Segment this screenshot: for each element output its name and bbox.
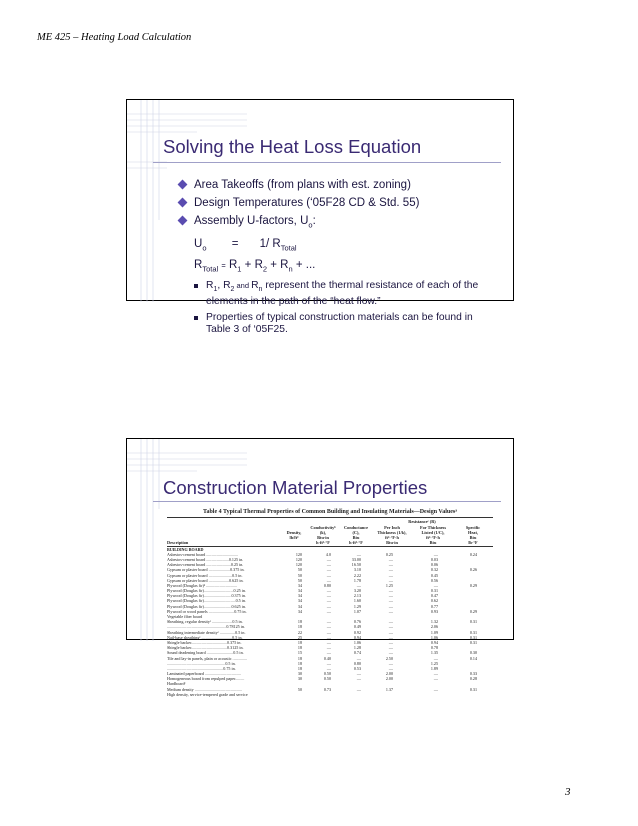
table-cell: 0.53: [353, 665, 361, 671]
table-cell: —: [388, 593, 393, 599]
table-cell: 18: [297, 639, 302, 645]
table-cell: Gypsum or plaster board .......................0.5 in.: [167, 572, 243, 578]
table-cell: 0.31: [469, 639, 477, 645]
table-cell: Plywood (Douglas fir).............................0.25 in.: [167, 588, 246, 594]
table-cell: 120: [295, 556, 302, 562]
table-cell: —: [326, 639, 331, 645]
col-description: Description: [167, 539, 189, 545]
formula-u-factor: $U_o = 1/$ $R_{Total}$: [194, 238, 297, 253]
table-cell: 1.06: [353, 639, 361, 645]
table-cell: 0.49: [353, 624, 361, 630]
table-cell: 1.06: [430, 634, 438, 640]
table-cell: 0.76: [353, 619, 361, 625]
table-cell: 0.73: [323, 686, 331, 692]
table-cell: 1.25: [430, 660, 438, 666]
table-cell: 120: [295, 551, 302, 557]
diamond-bullet-icon: [178, 198, 188, 208]
table-cell: Plywood or wood panels .........................0.75 in.: [167, 608, 247, 614]
slide-heat-loss-equation: [126, 99, 514, 336]
sub-bullet-text: Properties of typical construction materials can be found in Table 3 of ‘05F25.: [206, 311, 473, 336]
bullet-text: Design Temperatures (‘05F28 CD & Std. 55): [194, 197, 420, 209]
table-cell: 0.14: [469, 655, 477, 661]
table-cell: —: [326, 572, 331, 578]
table-cell: 1.78: [353, 577, 361, 583]
table-cell: —: [326, 608, 331, 614]
table-cell: 0.77: [430, 603, 438, 609]
table-cell: 2.22: [353, 572, 361, 578]
table-cell: —: [356, 676, 361, 682]
table-cell: 0.47: [430, 593, 438, 599]
col-conductivity: Conductivityᵇ (k), Btu·in h·ft²·°F: [310, 524, 336, 545]
table-cell: —: [388, 598, 393, 604]
table-cell: 0.94: [353, 634, 361, 640]
diamond-bullet-icon: [178, 180, 188, 190]
table-cell: 0.31: [430, 588, 438, 594]
table-cell: 1.07: [353, 608, 361, 614]
slide-construction-material-properties: [126, 438, 514, 697]
sub-bullet-text: $R_1$, $R_2$ and $R_n$ represent the thermal resistance of each of the elements in the path of the “heat flow.”: [206, 279, 479, 308]
table-cell: 22: [297, 629, 302, 635]
sub-bullet-item: [194, 312, 497, 337]
table-cell: 34: [297, 603, 302, 609]
table-cell: 34: [297, 593, 302, 599]
table-cell: —: [433, 551, 438, 557]
table-cell: —: [388, 624, 393, 630]
table-cell: Asbestos-cement board ......................0.125 in.: [167, 556, 244, 562]
title-underline: [153, 162, 501, 163]
table-cell: —: [433, 671, 438, 677]
resistance-group-header: Resistanceᶜ (R): [408, 518, 436, 524]
bullet-text: Area Takeoffs (from plans with est. zoning): [194, 179, 411, 191]
table-cell: 2.06: [430, 624, 438, 630]
table-cell: 0.26: [469, 567, 477, 573]
table-cell: 0.28: [469, 676, 477, 682]
col-for-thickness: For Thickness Listed (1/C), ft²·°F·h Btu: [420, 524, 446, 545]
table-cell: —: [388, 639, 393, 645]
table-cell: 18: [297, 660, 302, 666]
sub-bullet-item: [194, 280, 497, 309]
table-cell: 3.20: [353, 588, 361, 594]
table-cell: 1.09: [430, 629, 438, 635]
table-cell: 0.31: [469, 686, 477, 692]
table-cell: 0.29: [469, 608, 477, 614]
table-cell: 0.80: [353, 660, 361, 666]
table-cell: 0.56: [430, 577, 438, 583]
page-number: 3: [565, 786, 571, 798]
table-cell: 2.00: [385, 676, 393, 682]
table-cell: 50: [297, 567, 302, 573]
table-cell: Shingle backer...................................0.375 in.: [167, 639, 242, 645]
table-cell: —: [388, 567, 393, 573]
table-cell: 120: [295, 562, 302, 568]
table-cell: 18: [297, 665, 302, 671]
table-cell: .......................................................0.75 in.: [167, 665, 236, 671]
table-cell: —: [433, 582, 438, 588]
table-cell: —: [388, 556, 393, 562]
table-cell: 50: [297, 572, 302, 578]
table-cell: Asbestos-cement board ........................0.25 in.: [167, 562, 244, 568]
diamond-bullet-icon: [178, 216, 188, 226]
table-cell: 18: [297, 655, 302, 661]
table-cell: —: [356, 655, 361, 661]
table-cell: 0.93: [430, 608, 438, 614]
table-cell: 15: [297, 650, 302, 656]
table-cell: 2.13: [353, 593, 361, 599]
table-header: [167, 518, 493, 546]
formula-r-total: $R_{Total} = R_1 + R_2 + R_n$ + ...: [194, 258, 316, 273]
table-cell: 2.00: [385, 671, 393, 677]
table-cell: 0.32: [430, 567, 438, 573]
table-cell: —: [326, 645, 331, 651]
table-cell: 0.31: [469, 634, 477, 640]
table-body: [167, 547, 493, 697]
table-cell: —: [356, 686, 361, 692]
table-cell: —: [326, 577, 331, 583]
table-cell: Sound deadening board ..........................0.5 in.: [167, 650, 244, 656]
table-cell: 34: [297, 598, 302, 604]
table-cell: —: [326, 567, 331, 573]
table-cell: —: [388, 603, 393, 609]
table-cell: Plywood (Douglas fir)ᵈ ..............................: [167, 582, 237, 588]
table-cell: 0.74: [353, 650, 361, 656]
table-cell: 4.0: [325, 551, 331, 557]
table-cell: 30: [297, 671, 302, 677]
table-cell: 1.35: [430, 650, 438, 656]
table-cell: 0.29: [469, 582, 477, 588]
table-cell: 0.80: [323, 582, 331, 588]
table-cell: Sheathing, regular densityᵉ ....................0.5 in.: [167, 619, 243, 625]
table-cell: 0.25: [385, 551, 393, 557]
table-cell: ..........................................................0.78125 in.: [167, 624, 245, 630]
table-cell: —: [326, 650, 331, 656]
col-conductance: Conductance (C), Btu h·ft²·°F: [343, 524, 369, 545]
table-cell: 0.30: [469, 650, 477, 656]
table-cell: —: [433, 655, 438, 661]
table-cell: 50: [297, 577, 302, 583]
table-cell: —: [326, 593, 331, 599]
table-cell: 0.92: [353, 629, 361, 635]
table-cell: —: [388, 634, 393, 640]
table-cell: 1.32: [430, 619, 438, 625]
table-cell: Shingle backer...................................0.3125 in.: [167, 645, 244, 651]
table-cell: —: [326, 588, 331, 594]
table-cell: —: [433, 676, 438, 682]
table-cell: —: [388, 650, 393, 656]
thermal-properties-table: [167, 509, 493, 697]
table-cell: —: [388, 665, 393, 671]
table-cell: —: [326, 562, 331, 568]
table-cell: —: [433, 686, 438, 692]
table-cell: Asbestos-cement board ...............................: [167, 551, 239, 557]
table-cell: 0.31: [469, 619, 477, 625]
bullet-item: [177, 178, 497, 192]
table-cell: Vegetable fiber board: [167, 614, 203, 620]
table-cell: 0.33: [469, 671, 477, 677]
table-cell: 0.50: [323, 671, 331, 677]
table-cell: —: [326, 634, 331, 640]
table-cell: 0.50: [323, 676, 331, 682]
table-cell: 0.40: [323, 655, 331, 661]
table-cell: 1.25: [385, 582, 393, 588]
title-underline: [153, 501, 501, 502]
table-cell: 0.24: [469, 551, 477, 557]
table-cell: —: [326, 660, 331, 666]
table-cell: Nail-base sheathingᵉ ..............................0.5 in.: [167, 634, 243, 640]
table-cell: Gypsum or plaster board ....................0.625 in.: [167, 577, 244, 583]
table-cell: 1.60: [353, 598, 361, 604]
table-cell: 1.89: [430, 665, 438, 671]
table-cell: 33.00: [351, 556, 361, 562]
table-cell: —: [388, 660, 393, 666]
table-cell: Sheathing intermediate densityᵉ ...............0.5 in.: [167, 629, 246, 635]
table-cell: 3.10: [353, 567, 361, 573]
bullet-item: [177, 214, 497, 232]
table-cell: 34: [297, 608, 302, 614]
table-cell: Gypsum or plaster board .....................0.375 in.: [167, 567, 245, 573]
table-caption: Table 4 Typical Thermal Properties of Common Building and Insulating Materials—Design Valuesᵃ: [203, 509, 457, 515]
table-cell: —: [388, 588, 393, 594]
table-cell: —: [356, 551, 361, 557]
table-cell: Hardboardᵉ: [167, 681, 186, 687]
table-cell: —: [356, 582, 361, 588]
table-cell: Plywood (Douglas fir)...............................0.5 in.: [167, 598, 246, 604]
table-cell: —: [388, 645, 393, 651]
table-cell: 1.29: [353, 603, 361, 609]
table-cell: —: [388, 619, 393, 625]
table-cell: BUILDING BOARD: [167, 546, 204, 552]
table-cell: 25: [297, 634, 302, 640]
table-cell: 1.28: [353, 645, 361, 651]
table-row: [167, 692, 493, 697]
table-cell: 34: [297, 582, 302, 588]
table-cell: 0.62: [430, 598, 438, 604]
table-cell: 18: [297, 624, 302, 630]
square-bullet-icon: [194, 284, 198, 288]
table-cell: 0.94: [430, 639, 438, 645]
table-cell: —: [388, 572, 393, 578]
table-cell: 34: [297, 588, 302, 594]
col-density: Density, lb/ft³: [286, 529, 302, 540]
table-cell: Medium density ..............................................: [167, 686, 242, 692]
table-cell: —: [326, 624, 331, 630]
table-cell: —: [326, 603, 331, 609]
bullet-list: [177, 178, 497, 339]
table-cell: Plywood (Douglas fir)...........................0.625 in.: [167, 603, 246, 609]
col-specific-heat: Specific Heat, Btu lb·°F: [465, 524, 481, 545]
slide-title: Solving the Heat Loss Equation: [163, 136, 422, 157]
table-cell: 0.31: [469, 629, 477, 635]
bullet-item: [177, 196, 497, 210]
table-cell: 0.45: [430, 572, 438, 578]
table-cell: Plywood (Douglas fir)...........................0.375 in.: [167, 593, 246, 599]
table-cell: 0.03: [430, 556, 438, 562]
square-bullet-icon: [194, 316, 198, 320]
table-cell: —: [356, 671, 361, 677]
table-cell: 16.50: [351, 562, 361, 568]
table-cell: Laminated paperboard ...................................: [167, 671, 241, 677]
table-cell: —: [388, 629, 393, 635]
table-cell: 50: [297, 686, 302, 692]
table-cell: High density, service-tempered grade and service: [167, 691, 248, 697]
bullet-text: Assembly U-factors, $U_o$:: [194, 215, 316, 230]
table-cell: Homogeneous board from repulped paper.........: [167, 676, 245, 682]
table-cell: 2.50: [385, 655, 393, 661]
table-cell: 1.37: [385, 686, 393, 692]
table-cell: 30: [297, 676, 302, 682]
table-cell: —: [326, 556, 331, 562]
table-cell: 0.78: [430, 645, 438, 651]
page-header: ME 425 – Heating Load Calculation: [37, 32, 192, 43]
table-cell: —: [326, 629, 331, 635]
table-cell: —: [326, 598, 331, 604]
table-cell: Tile and lay-in panels, plain or acoustic ..............: [167, 655, 247, 661]
table-cell: .........................................................0.5 in.: [167, 660, 236, 666]
col-per-inch: Per Inch Thickness (1/k), ft²·°F·h Btu·in: [377, 524, 407, 545]
table-cell: 18: [297, 619, 302, 625]
table-cell: 0.06: [430, 562, 438, 568]
table-cell: —: [388, 577, 393, 583]
table-cell: —: [326, 619, 331, 625]
table-cell: —: [388, 562, 393, 568]
table-cell: —: [326, 665, 331, 671]
table-cell: —: [388, 608, 393, 614]
table-cell: 18: [297, 645, 302, 651]
slide-title: Construction Material Properties: [163, 477, 428, 498]
